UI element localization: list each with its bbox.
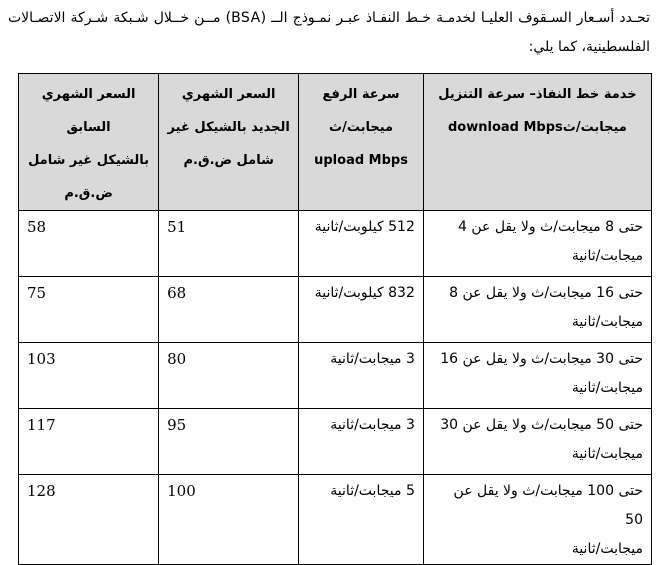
cell-new-price: 95 bbox=[159, 409, 299, 475]
cell-service-line-2: ميجابت/ثانية bbox=[571, 248, 643, 264]
cell-old-price: 117 bbox=[19, 409, 159, 475]
intro-paragraph bbox=[8, 4, 650, 62]
cell-old-price: 58 bbox=[19, 211, 159, 277]
header-service-line-1: خدمة خط النفاذ– سرعة التنزيل bbox=[438, 87, 637, 102]
cell-service-line-1: حتى 50 ميجابت/ث ولا يقل عن 30 bbox=[440, 417, 643, 433]
header-upload-line-1: سرعة الرفع bbox=[322, 87, 400, 102]
cell-old-price: 128 bbox=[19, 475, 159, 565]
table-row bbox=[19, 343, 652, 409]
price-table bbox=[18, 73, 652, 565]
header-upload-line-3: upload Mbps bbox=[314, 153, 408, 168]
table-row bbox=[19, 277, 652, 343]
cell-upload: 5 ميجابت/ثانية bbox=[299, 475, 424, 565]
header-new-price-line-1: السعر الشهري bbox=[181, 87, 276, 102]
cell-new-price: 51 bbox=[159, 211, 299, 277]
cell-old-price: 75 bbox=[19, 277, 159, 343]
intro-line-1: تحـدد أسـعار السـقوف العليـا لخدمـة خـط النفـاذ عبـر نمـوذج الــ (BSA) مــن خــلال شـبكة شـركة الاتصـالات bbox=[8, 10, 650, 26]
cell-service-line-2: ميجابت/ثانية bbox=[571, 314, 643, 330]
table-row bbox=[19, 475, 652, 565]
cell-service-line-1: حتى 16 ميجابت/ث ولا يقل عن 8 bbox=[449, 285, 643, 301]
cell-service-line-2: ميجابت/ثانية bbox=[571, 446, 643, 462]
table-header-row bbox=[19, 74, 652, 211]
cell-service bbox=[423, 277, 651, 343]
header-service-line-2: ميجابت/ثdownload Mbps bbox=[448, 120, 627, 135]
header-new-price-line-3: شامل ض.ق.م bbox=[183, 153, 274, 168]
cell-new-price: 80 bbox=[159, 343, 299, 409]
header-service bbox=[423, 74, 651, 211]
header-old-price bbox=[19, 74, 159, 211]
cell-new-price: 100 bbox=[159, 475, 299, 565]
header-old-price-line-1: السعر الشهري السابق bbox=[41, 87, 136, 135]
header-old-price-line-3: ض.ق.م bbox=[64, 186, 113, 201]
cell-upload: 512 كيلوبت/ثانية bbox=[299, 211, 424, 277]
cell-service bbox=[423, 409, 651, 475]
cell-service bbox=[423, 211, 651, 277]
cell-new-price: 68 bbox=[159, 277, 299, 343]
header-upload bbox=[299, 74, 424, 211]
cell-upload: 832 كيلوبت/ثانية bbox=[299, 277, 424, 343]
cell-service-line-2: ميجابت/ثانية bbox=[571, 380, 643, 396]
cell-service bbox=[423, 343, 651, 409]
cell-service-line-1: حتى 100 ميجابت/ث ولا يقل عن 50 bbox=[453, 483, 643, 528]
header-old-price-line-2: بالشيكل غير شامل bbox=[28, 153, 150, 168]
table-row bbox=[19, 409, 652, 475]
table-row bbox=[19, 211, 652, 277]
header-upload-line-2: ميجابت/ث bbox=[329, 120, 394, 135]
cell-upload: 3 ميجابت/ثانية bbox=[299, 343, 424, 409]
cell-upload: 3 ميجابت/ثانية bbox=[299, 409, 424, 475]
cell-old-price: 103 bbox=[19, 343, 159, 409]
header-new-price bbox=[159, 74, 299, 211]
cell-service bbox=[423, 475, 651, 565]
cell-service-line-2: ميجابت/ثانية bbox=[571, 541, 643, 557]
cell-service-line-1: حتى 8 ميجابت/ث ولا يقل عن 4 bbox=[458, 219, 643, 235]
header-new-price-line-2: الجديد بالشيكل غير bbox=[167, 120, 290, 135]
cell-service-line-1: حتى 30 ميجابت/ث ولا يقل عن 16 bbox=[440, 351, 643, 367]
intro-line-2: الفلسطينية، كما يلي: bbox=[528, 39, 650, 55]
